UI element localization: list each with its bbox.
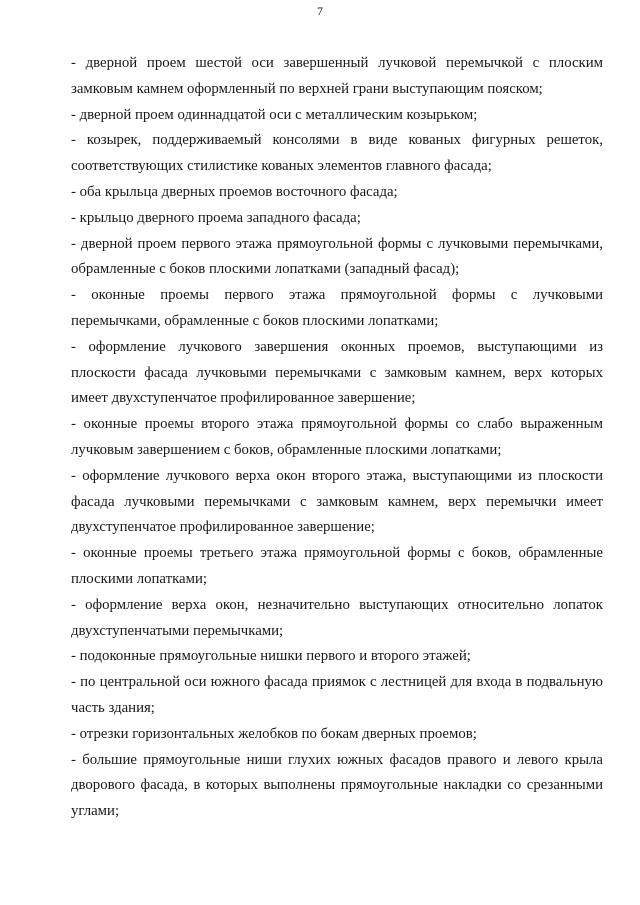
page-number: 7: [317, 4, 323, 18]
list-item: - оба крыльца дверных проемов восточного фасада;: [71, 183, 398, 200]
list-item: - дверной проем одиннадцатой оси с металлическим козырьком;: [71, 106, 478, 123]
list-item: - подоконные прямоугольные нишки первого и второго этажей;: [71, 648, 471, 665]
list-item: - оформление верха окон, незначительно выступающих относительно лопаток двухступенчатыми перемычками;: [71, 596, 603, 639]
document-body: [71, 51, 603, 825]
list-item: - козырек, поддерживаемый консолями в виде кованых фигурных решеток, соответствующих стилистике кованых элементов главного фасада;: [71, 132, 603, 175]
list-item: - по центральной оси южного фасада приямок с лестницей для входа в подвальную часть здания;: [71, 674, 603, 716]
list-item: - отрезки горизонтальных желобков по бокам дверных проемов;: [71, 725, 477, 742]
list-item: - оконные проемы третьего этажа прямоугольной формы с боков, обрамленные плоскими лопатками;: [71, 545, 603, 587]
list-item: - оформление лучкового верха окон второго этажа, выступающими из плоскости фасада лучковыми перемычками с замковым камнем, верх перемычки имеет двухступенчатое профилированное завершение;: [71, 467, 603, 536]
list-item: - оконные проемы первого этажа прямоугольной формы с лучковыми перемычками, обрамленные с боков плоскими лопатками;: [71, 287, 603, 329]
list-item: - крыльцо дверного проема западного фасада;: [71, 209, 361, 226]
list-item: - оформление лучкового завершения оконных проемов, выступающими из плоскости фасада лучковыми перемычками с замковым камнем, верх которых имеет двухступенчатое профилированное завершение;: [71, 338, 603, 407]
list-item: - большие прямоугольные ниши глухих южных фасадов правого и левого крыла дворового фасада, в которых выполнены прямоугольные накладки со срезанными углами;: [71, 751, 603, 820]
list-item: - дверной проем первого этажа прямоугольной формы с лучковыми перемычками, обрамленные с боков плоскими лопатками (западный фасад);: [71, 235, 603, 278]
list-item: - дверной проем шестой оси завершенный лучковой перемычкой с плоским замковым камнем оформленный по верхней грани выступающим пояском;: [71, 55, 603, 97]
list-item: - оконные проемы второго этажа прямоугольной формы со слабо выраженным лучковым завершением с боков, обрамленные плоскими лопатками;: [71, 416, 603, 458]
